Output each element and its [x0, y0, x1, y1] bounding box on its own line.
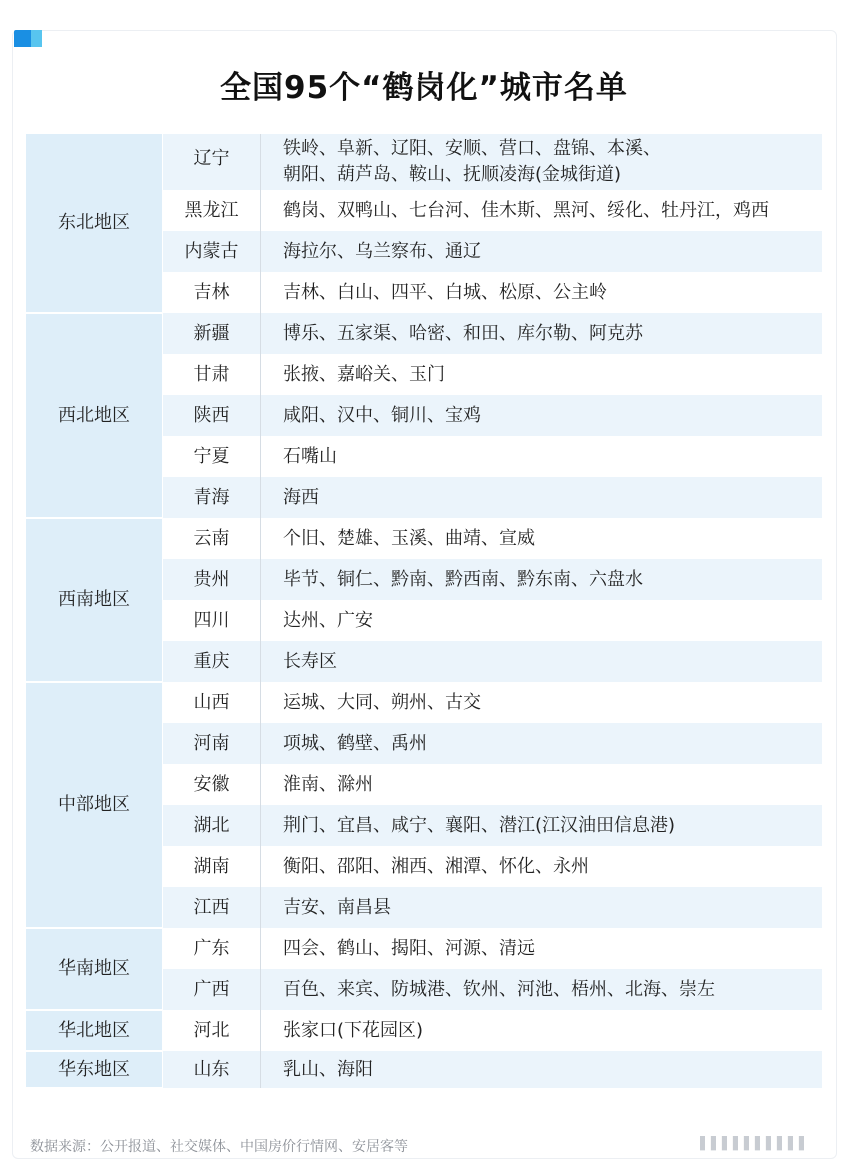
- province-cell: 云南: [163, 518, 261, 559]
- cities-cell: [261, 723, 823, 764]
- province-cell: 广东: [163, 928, 261, 969]
- cities-cell: [261, 928, 823, 969]
- corner-accent-mark: [14, 30, 42, 47]
- region-cell: 华北地区: [26, 1010, 163, 1051]
- province-cell: 四川: [163, 600, 261, 641]
- cities-line: 个旧、楚雄、玉溪、曲靖、宣威: [283, 527, 535, 549]
- cities-line: 达州、广安: [283, 609, 373, 631]
- cities-cell: [261, 477, 823, 518]
- cities-cell: [261, 518, 823, 559]
- cities-line: 运城、大同、朔州、古交: [283, 691, 481, 713]
- province-cell: 河南: [163, 723, 261, 764]
- accent-block-light: [31, 30, 42, 47]
- cities-cell: [261, 313, 823, 354]
- cities-cell: [261, 682, 823, 723]
- cities-line: 朝阳、葫芦岛、鞍山、抚顺凌海(金城街道): [283, 164, 622, 185]
- province-cell: 辽宁: [163, 134, 261, 190]
- table-row: [26, 134, 822, 190]
- cities-line: 四会、鹤山、揭阳、河源、清远: [283, 937, 535, 959]
- cities-cell: [261, 600, 823, 641]
- region-cell: 华南地区: [26, 928, 163, 1010]
- province-cell: 新疆: [163, 313, 261, 354]
- city-table: [26, 134, 822, 1089]
- table-row: [26, 1010, 822, 1051]
- cities-cell: [261, 231, 823, 272]
- cities-line: 鹤岗、双鸭山、七台河、佳木斯、黑河、绥化、牡丹江，鸡西: [283, 199, 769, 221]
- cities-cell: [261, 1051, 823, 1088]
- cities-cell: [261, 969, 823, 1010]
- table-row: [26, 1051, 822, 1088]
- accent-block-dark: [14, 30, 31, 47]
- province-cell: 河北: [163, 1010, 261, 1051]
- province-cell: 山东: [163, 1051, 261, 1088]
- province-cell: 山西: [163, 682, 261, 723]
- cities-line: 毕节、铜仁、黔南、黔西南、黔东南、六盘水: [283, 568, 643, 590]
- table-row: [26, 928, 822, 969]
- cities-cell: [261, 764, 823, 805]
- cities-line: 百色、来宾、防城港、钦州、河池、梧州、北海、崇左: [283, 978, 715, 1000]
- cities-line: 海西: [283, 486, 319, 508]
- cities-line: 衡阳、邵阳、湘西、湘潭、怀化、永州: [283, 855, 589, 877]
- province-cell: 甘肃: [163, 354, 261, 395]
- province-cell: 内蒙古: [163, 231, 261, 272]
- cities-line: 海拉尔、乌兰察布、通辽: [283, 240, 481, 262]
- region-cell: 西北地区: [26, 313, 163, 518]
- cities-line: 吉林、白山、四平、白城、松原、公主岭: [283, 281, 607, 303]
- region-cell: 华东地区: [26, 1051, 163, 1088]
- data-source-note: 数据来源：公开报道、社交媒体、中国房价行情网、安居客等: [30, 1139, 408, 1155]
- cities-cell: [261, 805, 823, 846]
- cities-line: 石嘴山: [283, 445, 337, 467]
- cities-line: 博乐、五家渠、哈密、和田、库尔勒、阿克苏: [283, 322, 643, 344]
- cities-cell: [261, 190, 823, 231]
- province-cell: 湖南: [163, 846, 261, 887]
- cities-line: 张家口(下花园区): [283, 1019, 424, 1041]
- cities-line: 荆门、宜昌、咸宁、襄阳、潜江(江汉油田信息港): [283, 814, 676, 836]
- province-cell: 重庆: [163, 641, 261, 682]
- cities-line: 乳山、海阳: [283, 1058, 373, 1080]
- province-cell: 宁夏: [163, 436, 261, 477]
- table-row: [26, 682, 822, 723]
- province-cell: 青海: [163, 477, 261, 518]
- cities-cell: [261, 559, 823, 600]
- table-row: [26, 313, 822, 354]
- table-row: [26, 518, 822, 559]
- province-cell: 黑龙江: [163, 190, 261, 231]
- cities-cell: [261, 272, 823, 313]
- cities-cell: [261, 1010, 823, 1051]
- region-cell: 西南地区: [26, 518, 163, 682]
- cities-cell: [261, 887, 823, 928]
- cities-cell: [261, 134, 823, 190]
- cities-line: 咸阳、汉中、铜川、宝鸡: [283, 404, 481, 426]
- watermark: ▌▌▌▌▌▌▌▌▌▌: [700, 1136, 810, 1151]
- cities-cell: [261, 846, 823, 887]
- cities-cell: [261, 436, 823, 477]
- province-cell: 湖北: [163, 805, 261, 846]
- cities-line: 张掖、嘉峪关、玉门: [283, 363, 445, 385]
- cities-cell: [261, 395, 823, 436]
- cities-line: 项城、鹤壁、禹州: [283, 732, 427, 754]
- cities-line: 淮南、滁州: [283, 773, 373, 795]
- region-cell: 中部地区: [26, 682, 163, 928]
- cities-cell: [261, 354, 823, 395]
- province-cell: 吉林: [163, 272, 261, 313]
- region-cell: 东北地区: [26, 134, 163, 313]
- cities-line: 长寿区: [283, 650, 337, 672]
- province-cell: 陕西: [163, 395, 261, 436]
- province-cell: 江西: [163, 887, 261, 928]
- page-title: 全国95个“鹤岗化”城市名单: [220, 70, 628, 106]
- cities-line: 铁岭、阜新、辽阳、安顺、营口、盘锦、本溪、: [283, 138, 661, 159]
- cities-cell: [261, 641, 823, 682]
- cities-line: 吉安、南昌县: [283, 896, 391, 918]
- province-cell: 安徽: [163, 764, 261, 805]
- province-cell: 广西: [163, 969, 261, 1010]
- province-cell: 贵州: [163, 559, 261, 600]
